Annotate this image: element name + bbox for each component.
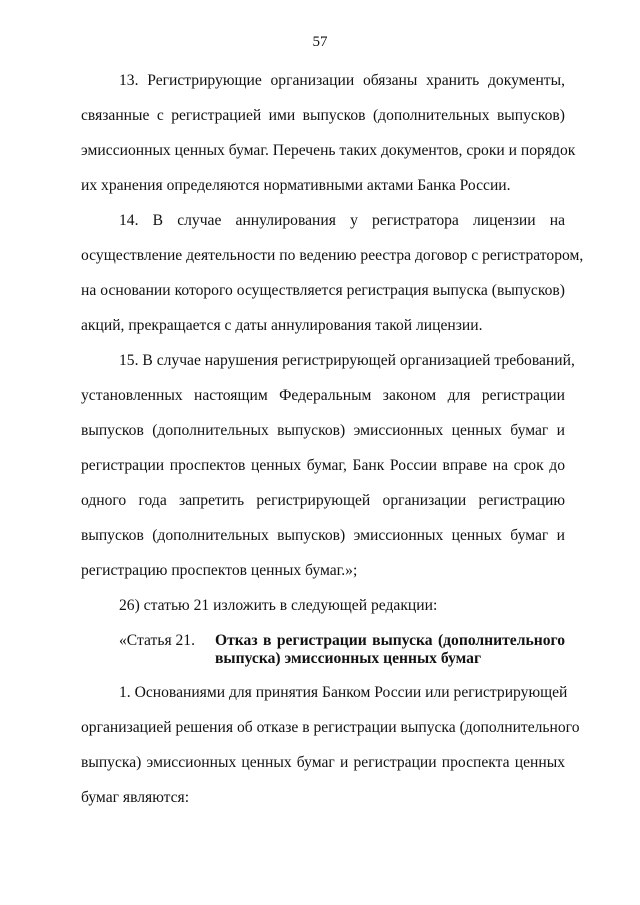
article-title-line: Отказ в регистрации выпуска (дополнительного (215, 632, 565, 649)
page-number: 57 (312, 34, 328, 50)
text-line: 13. Регистрирующие организации обязаны хранить документы, (119, 72, 565, 89)
text-line: эмиссионных ценных бумаг. Перечень таких документов, сроки и порядок (81, 142, 576, 159)
article-title-line: выпуска) эмиссионных ценных бумаг (215, 650, 482, 667)
text-line: их хранения определяются нормативными актами Банка России. (81, 177, 511, 194)
text-line: осуществление деятельности по ведению реестра договор с регистратором, (81, 247, 584, 264)
text-line: связанные с регистрацией ими выпусков (дополнительных выпусков) (81, 107, 565, 124)
text-line: выпусков (дополнительных выпусков) эмиссионных ценных бумаг и (81, 527, 565, 544)
text-line: 15. В случае нарушения регистрирующей организацией требований, (119, 352, 575, 369)
text-line: 14. В случае аннулирования у регистратора лицензии на (119, 212, 565, 229)
text-line: бумаг являются: (81, 789, 190, 806)
text-line: 26) статью 21 изложить в следующей редакции: (119, 597, 438, 614)
text-line: установленных настоящим Федеральным законом для регистрации (81, 387, 565, 404)
text-line: 1. Основаниями для принятия Банком России или регистрирующей (119, 684, 568, 701)
text-line: выпуска) эмиссионных ценных бумаг и регистрации проспекта ценных (81, 754, 565, 771)
text-line: организацией решения об отказе в регистрации выпуска (дополнительного (81, 719, 580, 736)
article-label: «Статья 21. (119, 632, 196, 649)
text-line: на основании которого осуществляется регистрация выпуска (выпусков) (81, 282, 565, 299)
text-line: акций, прекращается с даты аннулирования такой лицензии. (81, 317, 483, 334)
text-line: регистрации проспектов ценных бумаг, Банк России вправе на срок до (81, 457, 565, 474)
text-line: одного года запретить регистрирующей организации регистрацию (81, 492, 565, 509)
text-line: регистрацию проспектов ценных бумаг.»; (81, 562, 358, 579)
text-line: выпусков (дополнительных выпусков) эмиссионных ценных бумаг и (81, 422, 565, 439)
